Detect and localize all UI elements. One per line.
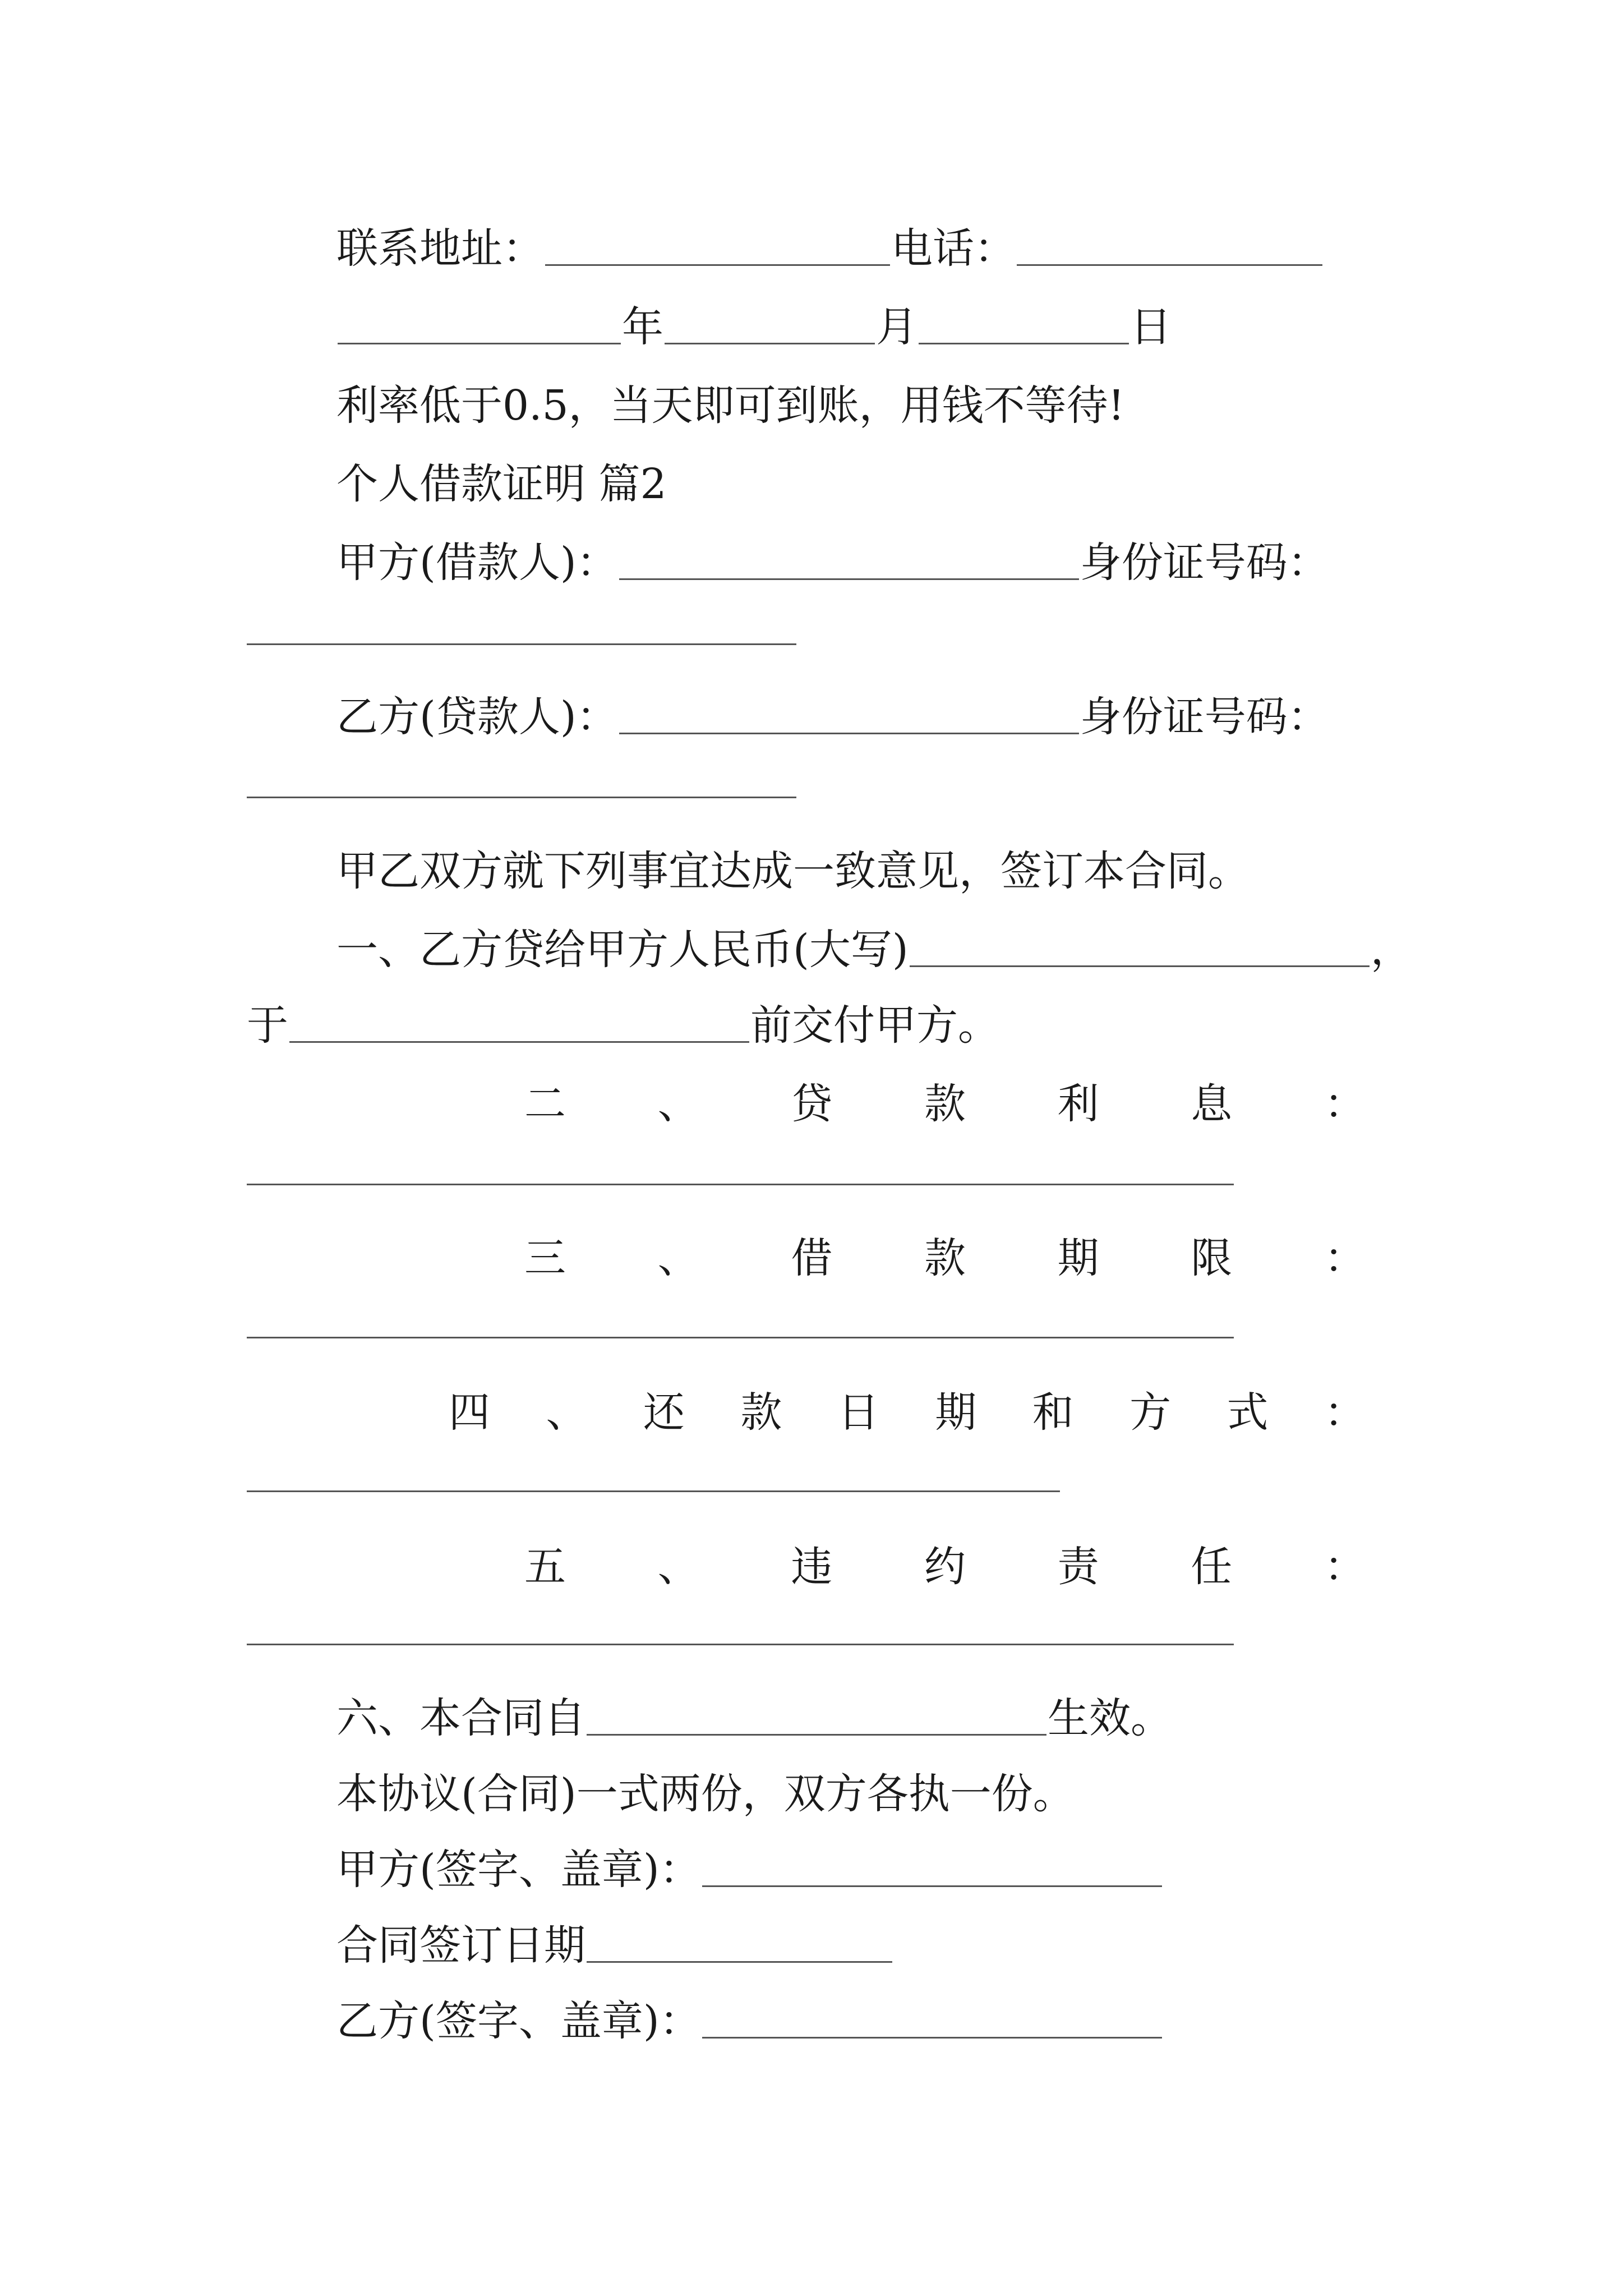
item2-char: 贷: [791, 1080, 833, 1128]
liability-blank: [247, 1644, 1234, 1645]
item4-char: 方: [1129, 1388, 1172, 1437]
party-b-lender-label: 乙方(贷款人)：: [336, 693, 618, 741]
item3-char: 限: [1191, 1234, 1233, 1282]
day-blank: [919, 338, 1129, 344]
item2-char: 息: [1191, 1080, 1233, 1128]
item4-char: 日: [837, 1388, 879, 1437]
item6-prefix: 六、本合同自: [336, 1694, 585, 1742]
interest-blank: [247, 1184, 1234, 1185]
address-blank: [545, 260, 890, 266]
month-label: 月: [876, 303, 917, 351]
item5-char: 任: [1191, 1543, 1233, 1591]
item4-char: ：: [1324, 1388, 1366, 1437]
item3-char: 借: [791, 1234, 833, 1282]
item2-char: 二: [524, 1080, 566, 1128]
year-blank: [338, 338, 621, 344]
item4-char: 和: [1032, 1388, 1074, 1437]
item3-char: 期: [1057, 1234, 1099, 1282]
party-b-sign-line: [336, 1980, 1163, 2045]
contract-date-label: 合同签订日期: [336, 1921, 585, 1970]
item5-char: ：: [1324, 1543, 1366, 1591]
item3-char: 三: [524, 1234, 566, 1282]
date-line: [336, 286, 1172, 351]
contract-date-line: [336, 1904, 893, 1970]
section-title: [336, 443, 667, 508]
item4-line: [449, 1372, 1366, 1437]
item6-line: [336, 1677, 1172, 1742]
party-a-id-label: 身份证号码：: [1080, 539, 1329, 587]
amount-blank: [910, 961, 1370, 967]
item6-suffix: 生效。: [1048, 1694, 1172, 1742]
party-a-sign-label: 甲方(签字、盖章)：: [336, 1846, 701, 1894]
year-label: 年: [622, 303, 663, 351]
section-title-text: 个人借款证明 篇2: [336, 460, 667, 508]
contact-address-label: 联系地址：: [336, 224, 544, 273]
item5-char: 五: [524, 1543, 566, 1591]
party-a-sign-line: [336, 1829, 1163, 1894]
item5-char: 约: [924, 1543, 966, 1591]
item1-cont-suffix: 前交付甲方。: [750, 1001, 999, 1050]
party-b-id-blank: [247, 797, 796, 798]
item5-line: [524, 1526, 1366, 1591]
item4-char: 期: [935, 1388, 977, 1437]
item1-cont-line: [247, 984, 999, 1050]
item3-char: ：: [1324, 1234, 1366, 1282]
contact-line: [336, 208, 1324, 273]
party-a-sign-blank: [702, 1881, 1162, 1887]
item1-line: [336, 909, 1412, 974]
repayment-blank: [247, 1490, 1060, 1492]
contract-date-blank: [587, 1957, 892, 1963]
effective-date-blank: [587, 1729, 1046, 1736]
item1-text: 一、乙方贷给甲方人民币(大写): [336, 926, 909, 974]
item5-char: 违: [791, 1543, 833, 1591]
party-b-sign-label: 乙方(签字、盖章)：: [336, 1997, 701, 2045]
party-a-name-blank: [619, 574, 1079, 580]
item3-char: 款: [924, 1234, 966, 1282]
copies-line: [336, 1753, 1075, 1818]
phone-label: 电话：: [891, 224, 1016, 273]
day-label: 日: [1130, 303, 1172, 351]
item3-char: 、: [657, 1234, 699, 1282]
item2-char: 、: [657, 1080, 699, 1128]
party-b-line: [336, 676, 1329, 741]
ad-text: [336, 365, 1125, 430]
party-a-line: [336, 522, 1329, 587]
copies-text: 本协议(合同)一式两份，双方各执一份。: [336, 1770, 1075, 1818]
item4-char: 式: [1227, 1388, 1269, 1437]
agreement-intro: [336, 830, 1249, 895]
month-blank: [665, 338, 875, 344]
agreement-intro-text: 甲乙双方就下列事宜达成一致意见，签订本合同。: [336, 847, 1249, 895]
item1-comma: ，: [1370, 926, 1412, 974]
item2-char: 利: [1057, 1080, 1099, 1128]
item4-char: 、: [546, 1388, 588, 1437]
phone-blank: [1017, 260, 1322, 266]
item5-char: 、: [657, 1543, 699, 1591]
item1-cont-prefix: 于: [247, 1001, 288, 1050]
item2-char: 款: [924, 1080, 966, 1128]
item5-char: 责: [1057, 1543, 1099, 1591]
ad-text-content: 利率低于0.5，当天即可到账，用钱不等待!: [336, 381, 1125, 430]
item4-char: 还: [643, 1388, 685, 1437]
item2-line: [524, 1063, 1366, 1128]
delivery-date-blank: [289, 1037, 749, 1043]
party-a-id-blank: [247, 643, 796, 645]
party-b-sign-blank: [702, 2032, 1162, 2039]
item3-line: [524, 1217, 1366, 1282]
item2-char: ：: [1324, 1080, 1366, 1128]
item4-char: 款: [740, 1388, 782, 1437]
party-a-borrower-label: 甲方(借款人)：: [336, 539, 618, 587]
item4-char: 四: [449, 1388, 490, 1437]
term-blank: [247, 1337, 1234, 1338]
party-b-id-label: 身份证号码：: [1080, 693, 1329, 741]
party-b-name-blank: [619, 728, 1079, 734]
